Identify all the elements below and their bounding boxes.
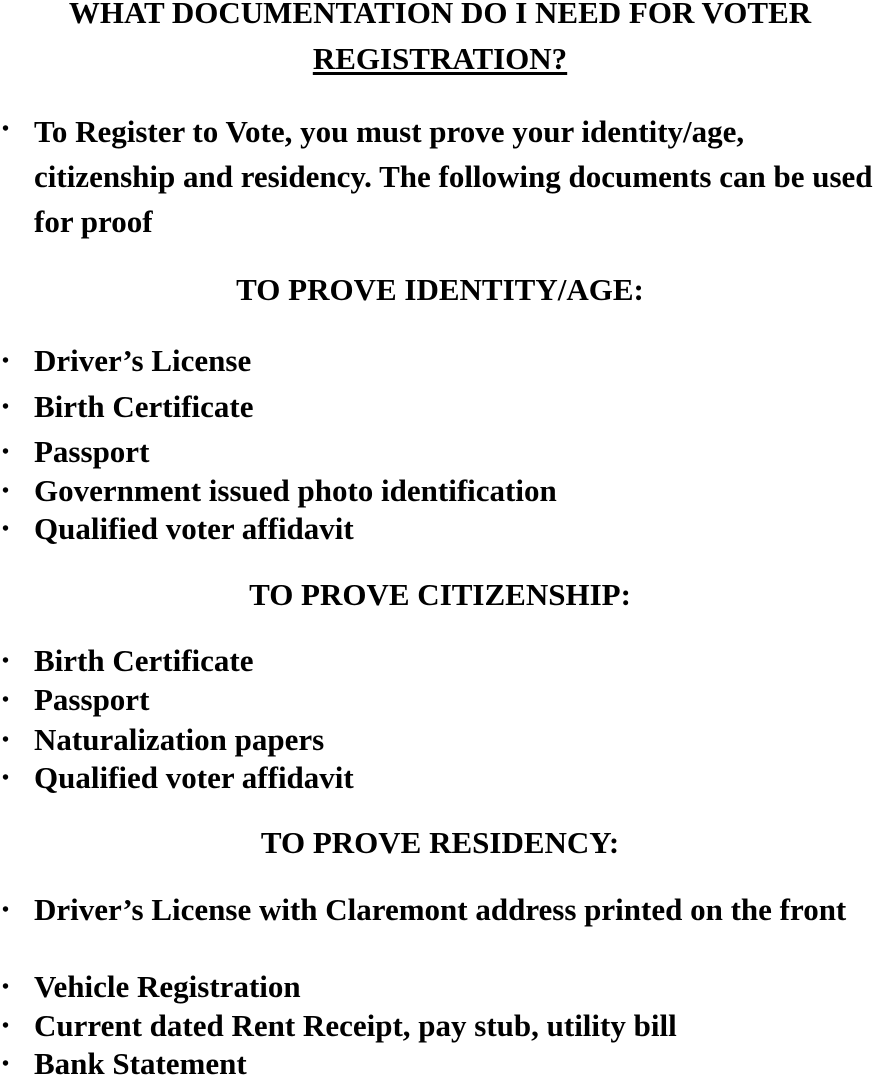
section-heading-identity: TO PROVE IDENTITY/AGE:	[236, 272, 644, 307]
bullet-icon: •	[2, 689, 10, 711]
intro-paragraph: To Register to Vote, you must prove your identity/age, citizenship and residency. The following documents can be used for proof	[34, 114, 873, 239]
list-item-text: Government issued photo identification	[34, 473, 557, 508]
list-item-text: Naturalization papers	[34, 722, 325, 757]
list-item-text: Passport	[34, 434, 150, 469]
list-item-text: Driver’s License	[34, 343, 252, 378]
bullet-icon: •	[2, 480, 10, 502]
bullet-icon: •	[2, 767, 10, 789]
list-item-text: Qualified voter affidavit	[34, 511, 354, 546]
list-item-text: Driver’s License with Claremont address printed on the front	[34, 892, 847, 927]
bullet-icon: •	[2, 976, 10, 998]
bullet-icon: •	[2, 1015, 10, 1037]
list-item-text: Passport	[34, 682, 150, 717]
bullet-icon: •	[2, 1053, 10, 1075]
document-title-line2: REGISTRATION?	[312, 41, 568, 76]
list-item-text: Qualified voter affidavit	[34, 760, 354, 795]
list-item-text: Current dated Rent Receipt, pay stub, utility bill	[34, 1008, 677, 1043]
bullet-icon: •	[2, 118, 10, 140]
list-item-text: Vehicle Registration	[34, 969, 301, 1004]
bullet-icon: •	[2, 441, 10, 463]
bullet-icon: •	[2, 650, 10, 672]
list-item-text: Birth Certificate	[34, 389, 254, 424]
bullet-icon: •	[2, 518, 10, 540]
bullet-icon: •	[2, 899, 10, 921]
bullet-icon: •	[2, 396, 10, 418]
bullet-icon: •	[2, 350, 10, 372]
list-item-text: Bank Statement	[34, 1046, 247, 1081]
bullet-icon: •	[2, 729, 10, 751]
section-heading-residency: TO PROVE RESIDENCY:	[260, 825, 620, 860]
document-title-line1: WHAT DOCUMENTATION DO I NEED FOR VOTER	[68, 0, 812, 30]
section-heading-citizenship: TO PROVE CITIZENSHIP:	[249, 577, 631, 612]
list-item-text: Birth Certificate	[34, 643, 254, 678]
